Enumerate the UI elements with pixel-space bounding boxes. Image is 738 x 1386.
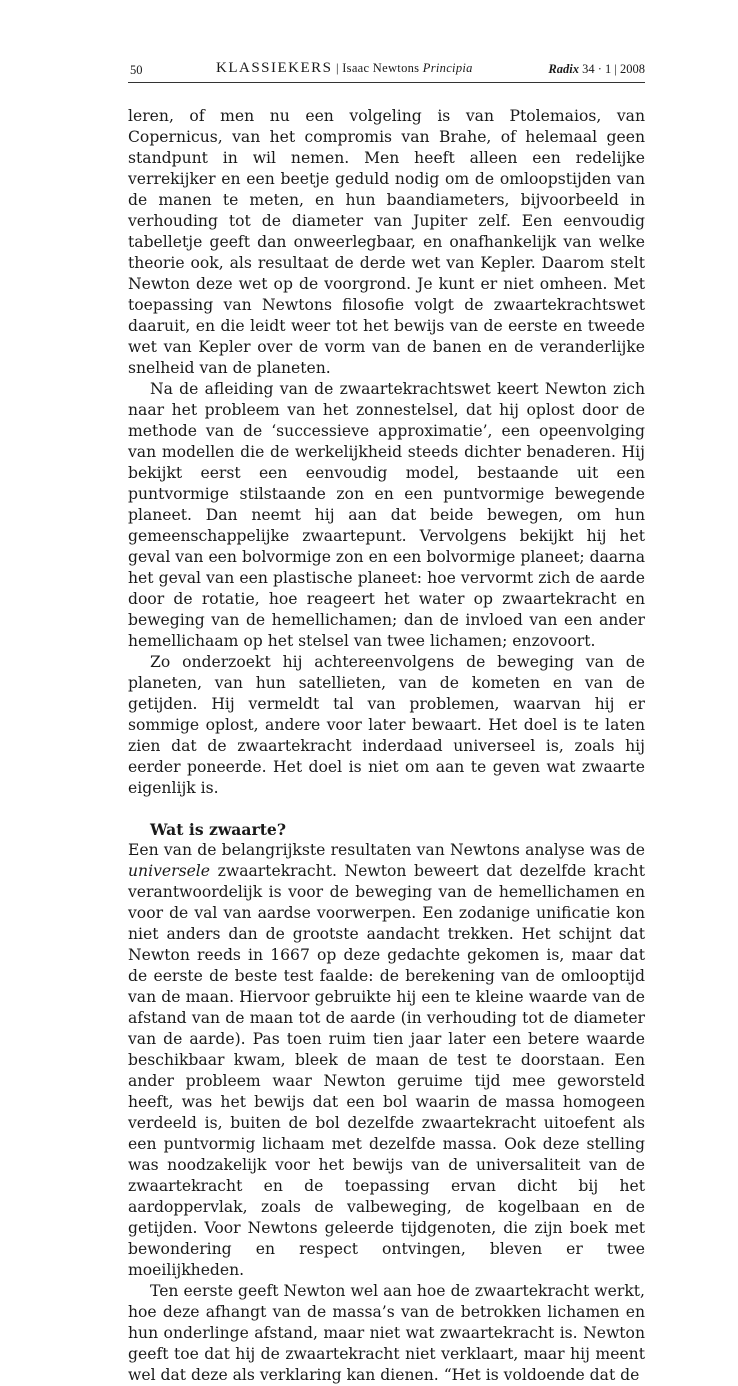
section-heading: Wat is zwaarte? [150, 820, 286, 839]
title-separator: | [335, 61, 339, 75]
paragraph-1: leren, of men nu een volgeling is van Ptolemaios, van Copernicus, van het compromis van Brahe, of helemaal geen standpunt in wil nemen. Men heeft alleen een redelijke verrekijker en een beetje geduld nodig om de omloopstijden van de manen te meten, en hun baandiameters, bijvoorbeeld in verhouding tot de diameter van Jupiter zelf. Een eenvoudig tabelletje geeft dan onweerlegbaar, en onafhankelijk van welke theorie ook, als resultaat de derde wet van Kepler. Daarom stelt Newton deze wet op de voorgrond. Je kunt er niet omheen. Met toepassing van Newtons filosofie volgt de zwaartekrachtswet daaruit, en die leidt weer tot het bewijs van de eerste en tweede wet van Kepler over de vorm van de banen en de veranderlijke snelheid van de planeten. [128, 107, 645, 377]
paragraph-4-emphasis: universele [128, 862, 211, 880]
journal-info [548, 62, 645, 77]
paragraph-4-start: Een van de belangrijkste resultaten van Newtons analyse was de [128, 841, 645, 859]
running-title [216, 60, 473, 77]
journal-issue: 34 · 1 | 2008 [582, 62, 645, 76]
page-number: 50 [130, 63, 143, 77]
paragraph-4 [128, 840, 645, 1281]
paragraph-2: Na de afleiding van de zwaartekrachtswet keert Newton zich naar het probleem van het zonnestelsel, dat hij oplost door de methode van de ‘successieve approximatie’, een opeenvolging van modellen die de werkelijkheid steeds dichter benaderen. Hij bekijkt eerst een eenvoudig model, bestaande uit een puntvormige stilstaande zon en een puntvormige bewegende planeet. Dan neemt hij aan dat beide bewegen, om hun gemeenschappelijke zwaartepunt. Vervolgens bekijkt hij het geval van een bolvormige zon en een bolvormige planeet; daarna het geval van een plastische planeet: hoe vervormt zich de aarde door de rotatie, hoe reageert het water op zwaartekracht en beweging van de hemellichamen; dan de invloed van een ander hemellichaam op het stelsel van twee lichamen; enzovoort. [128, 380, 645, 650]
journal-name: Radix [548, 62, 579, 76]
paragraph-3: Zo onderzoekt hij achtereenvolgens de beweging van de planeten, van hun satellieten, van de kometen en van de getijden. Hij vermeldt tal van problemen, waarvan hij er sommige oplost, andere voor later bewaart. Het doel is te laten zien dat de zwaartekracht inderdaad universeel is, zoals hij eerder poneerde. Het doel is niet om aan te geven wat zwaarte eigenlijk is. [128, 653, 645, 797]
paragraph-5: Ten eerste geeft Newton wel aan hoe de zwaartekracht werkt, hoe deze afhangt van de massa’s van de betrokken lichamen en hun onderlinge afstand, maar niet wat zwaartekracht is. Newton geeft toe dat hij de zwaartekracht niet verklaart, maar hij meent wel dat deze als verklaring kan dienen. “Het is voldoende dat de [128, 1282, 645, 1384]
paragraph-4-rest: zwaartekracht. Newton beweert dat dezelfde kracht verantwoordelijk is voor de beweging van de hemellichamen en voor de val van aardse voorwerpen. Een zodanige unificatie kon niet anders dan de grootste aandacht trekken. Het schijnt dat Newton reeds in 1667 op deze gedachte gekomen is, maar dat de eerste de beste test faalde: de berekening van de omlooptijd van de maan. Hiervoor gebruikte hij een te kleine waarde van de afstand van de maan tot de aarde (in verhouding tot de diameter van de aarde). Pas toen ruim tien jaar later een betere waarde beschikbaar kwam, bleek de maan de test te doorstaan. Een ander probleem waar Newton geruime tijd mee geworsteld heeft, was het bewijs dat een bol waarin de massa homogeen verdeeld is, buiten de bol dezelfde zwaartekracht uitoefent als een puntvormig lichaam met dezelfde massa. Ook deze stelling was noodzakelijk voor het bewijs van de universaliteit van de zwaartekracht en de toepassing ervan dicht bij het aardoppervlak, zoals de valbeweging, de kogelbaan en de getijden. Voor Newtons geleerde tijdgenoten, die zijn boek met bewondering en respect ontvingen, bleven er twee moeilijkheden. [128, 862, 645, 1279]
subtitle-italic: Principia [422, 61, 473, 75]
subtitle-prefix: Isaac Newtons [342, 61, 420, 75]
article-body [128, 106, 645, 1386]
section-label: KLASSIEKERS [216, 60, 333, 76]
running-header [128, 58, 645, 83]
